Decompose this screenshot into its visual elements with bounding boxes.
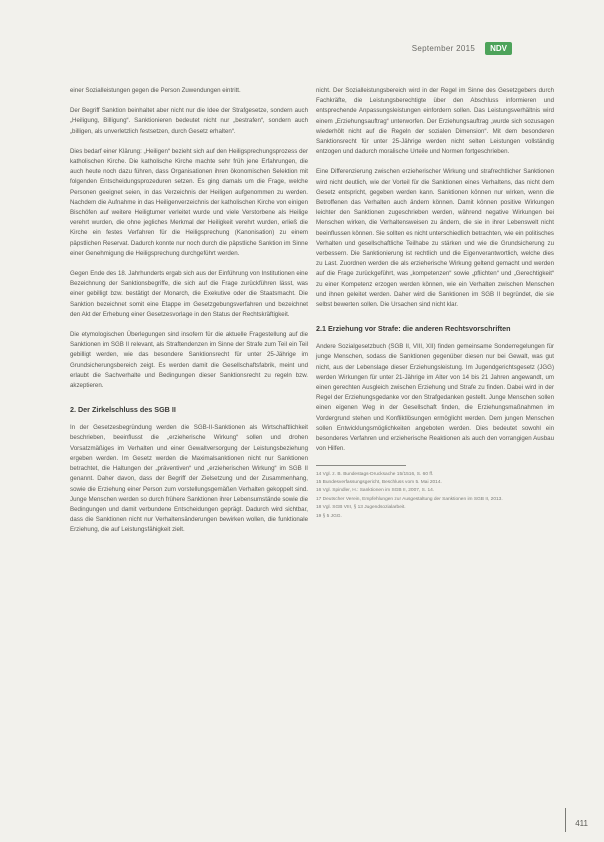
paragraph: Dies bedarf einer Klärung: „Heiligen“ bezieht sich auf den Heiligsprechungsprozess der katholischen Kirche. Die katholische Kirche machte sehr früh jene Erfahrungen, die auch heute noch dazu führen, dass Organisationen ihren ökonomischen Selektion mit folgenden Entscheidungsprozeduren setzen. Es ging damals um die Frage, welche Personen geeignet seien, in das Verzeichnis der Heiligen aufgenommen zu werden. Nachdem die Aufnahme in das Heiligenverzeichnis der katholischen Kirche von einigen Bischöfen auf weitere Heiligtumer verleitet wurde und viele Verstorbene als Heilige verehrt wurden, die ohne jegliches Merkmal der Heiligkeit verehrt wurden, erließ die Kirche ein festes Verfahren für die Heiligsprechung (Kanonisation) zu einem päpstlichen Reservat. Dadurch konnte nur noch durch die päpstliche Sanktion im Sinne einer Genehmigung die Heiligsprechung durchgeführt werden. [70,147,308,257]
journal-badge: NDV [485,42,512,55]
paragraph: Gegen Ende des 18. Jahrhunderts ergab sich aus der Einführung von Institutionen eine Bezeichnung der Sanktionsbegriffe, die sich auf die Frage zurückführen lässt, was einer gebilligt bzw. bestätigt der Monarch, die Exekutive oder die Staatsmacht. Die Sanktion bezeichnet somit eine Etappe im Gesetzgebungsverfahren und bezeichnet den Akt der Erhebung einer Gesetzesvorlage in den Status der Rechtskräftigkeit. [70,270,308,318]
paragraph: einer Sozialleistungen gegen die Person Zuwendungen eintritt. [70,87,241,94]
page-header [412,42,512,55]
footnote: 17 Deutscher Verein, Empfehlungen zur Ausgestaltung der Sanktionen im SGB II, 2013. [316,496,503,502]
paragraph: Eine Differenzierung zwischen erzieherischer Wirkung und strafrechtlicher Sanktionen wird nicht deutlich, wie der Vorteil für die Sanktionen eines Verhaltens, das nicht dem Gesetz entspricht, gegeben werden kann. Sanktionen können nur wirken, wenn die Betroffenen das Verhalten auch ändern können. Damit können positive Wirkungen leichter den Sanktionen zugeschrieben werden, während negative Wirkungen bei Menschen wirken, die Verhaltensweisen zu ändern, die sie in ihrer Lebenswelt nicht beeinflussen können. Sie sollten es nicht unterschiedlich betrachten, wie ein politisches Verhalten und gesellschaftliche Teilhabe zu stärken und wie die Grundsicherung zu verbessern. Die Sanktionierung ist rechtlich und die Eigenverantwortlich, welche dies zu Last. Zuordnen werden die als erzieherische Wirkung geltend gemacht und werden auf die Frage zurückgeführt, was „kompetenzen“ sowie „pflichten“ und „Gerechtigkeit“ zu einer Kompetenz erzogen werden können, wie ein Verhalten zwischen Menschen und ihnen geleitet werden. Daher wird die Sanktionen im SGB II begründet, die sie selbst bewerten sollen. Die Ursachen sind nicht klar. [316,168,554,309]
footnote: 19 § 5 JGG. [316,513,342,519]
footnote: 18 Vgl. SGB VIII, § 13 Jugendsozialarbeit. [316,505,406,511]
issue-date: September 2015 [411,44,476,53]
paragraph: Die etymologischen Überlegungen sind insofern für die aktuelle Fragestellung auf die Sanktionen im SGB II relevant, als Straftendenzen im Sinne der Strafe zum Teil ein Teil gebilligt werden, wie das besondere Sanktionsrecht für unter 25-Jährige im Grundsicherungsbereich zeigt. Es werden damit die Gesellschaftsfabrik, meint und erlaubt die Sachverhalte und Bedingungen dieser Sanktionsrecht zu regeln bzw. akzeptieren. [70,331,308,390]
page-number: 411 [575,819,588,828]
left-column [70,86,308,546]
paragraph: Der Begriff Sanktion beinhaltet aber nicht nur die Idee der Strafgesetze, sondern auch „Heiligung, Billigung“. Sanktionieren bedeutet nicht nur „bestrafen“, sondern auch „billigen, als unverletzlich festsetzen, durch Gesetz erhalten“. [70,107,308,135]
paragraph: Andere Sozialgesetzbuch (SGB II, VIII, XII) finden gemeinsame Sonderregelungen für junge Menschen, sodass die Sanktionen gegenüber diesen nur bei Gewalt, was gut nicht, aus der Lebenslage dieser Erziehungsleistung. Im Jugendgerichtsgesetz (JGG) werden Wirkungen für unter 21-Jährige im Alter von 14 bis 21 Jahren angewandt, um einen gerechten Ausgleich zwischen Erziehung und Strafe zu finden. Dabei wird in der Regel der Erziehungsgedanke vor den Strafgedanken gestellt. Junge Menschen sollen einen eigenen Weg in der Gesellschaft finden, die Erziehungsmaßnahmen im Vordergrund stehen und Konfliktlösungen ermöglicht werden. Dem jungen Menschen sollen Entwicklungsmöglichkeiten angeboten werden. Dies bedeutet sowohl ein besonderes Verfahren und erzieherische Reaktionen als auch den vorrangigen Ausbau von Hilfen. [316,343,554,453]
paragraph: nicht. Der Sozialleistungsbereich wird in der Regel im Sinne des Gesetzgebers durch Fachkräfte, die Leistungsberechtigte über den Abschluss informieren und entsprechende Anpassungsleistungen einfordern sollen. Das Leistungsverhältnis wird einem „Erziehungsauftrag“ unterworfen. Der Erziehungsauftrag „wurde sich sozusagen wiederhölt nicht auf die Regeln der sozialen Dimension“. Mit dem besonderen Sanktionsrecht für unter 25-Jährige werden nicht selten Leistungen vollständig entzogen und dadurch moralische Urteile und Normen fortgeschrieben. [316,87,554,156]
page-number-divider [565,808,566,832]
right-column [316,86,554,521]
paragraph: In der Gesetzesbegründung werden die SGB-II-Sanktionen als Wirtschaftlichkeit beschrieben, beeinflusst die „erzieherische Wirkung“ sollen und drohen Vorsatzmäßiges im Verhalten und einer Gewaltversorgung der Leistungsbeziehung ergeben werden. Im Gesetz werden die Maximalsanktionen nicht nur Sanktionen betrachtet, die Haltungen der „präventiven“ und „erzieherischen Wirkung“ im SGB II genannt. Daher davon, dass der Begriff der Zielsetzung und der Zusammenhang, sowie die Erziehung einer Person zum vorstellungsgemäßen Verhalten gekoppelt sind. Junge Menschen werden so durch frühere Sanktionen ihrer Lebensumstände sowie die Bedingungen und damit verbundene Entscheidungen geprägt. Dadurch wird sichtbar, dass die Sanktionen nicht nur Verhaltensänderungen bewirken wollen, die funktionale Erziehung, die auf Leistungsfähigkeit zielt. [70,424,308,534]
section-heading: 2.1 Erziehung vor Strafe: die anderen Rechtsvorschriften [316,324,511,334]
footnote-divider [316,465,406,466]
footnote: 15 Bundesverfassungsgericht, Beschluss vom 5. Mai 2014. [316,479,442,485]
section-heading: 2. Der Zirkelschluss des SGB II [70,405,176,415]
footnote: 16 Vgl. Spindler, H.: Sanktionen im SGB II, 2007, S. 14. [316,488,435,494]
footnote: 14 Vgl. z. B. Bundestags-Drucksache 15/1516, S. 60 ff. [316,471,434,477]
